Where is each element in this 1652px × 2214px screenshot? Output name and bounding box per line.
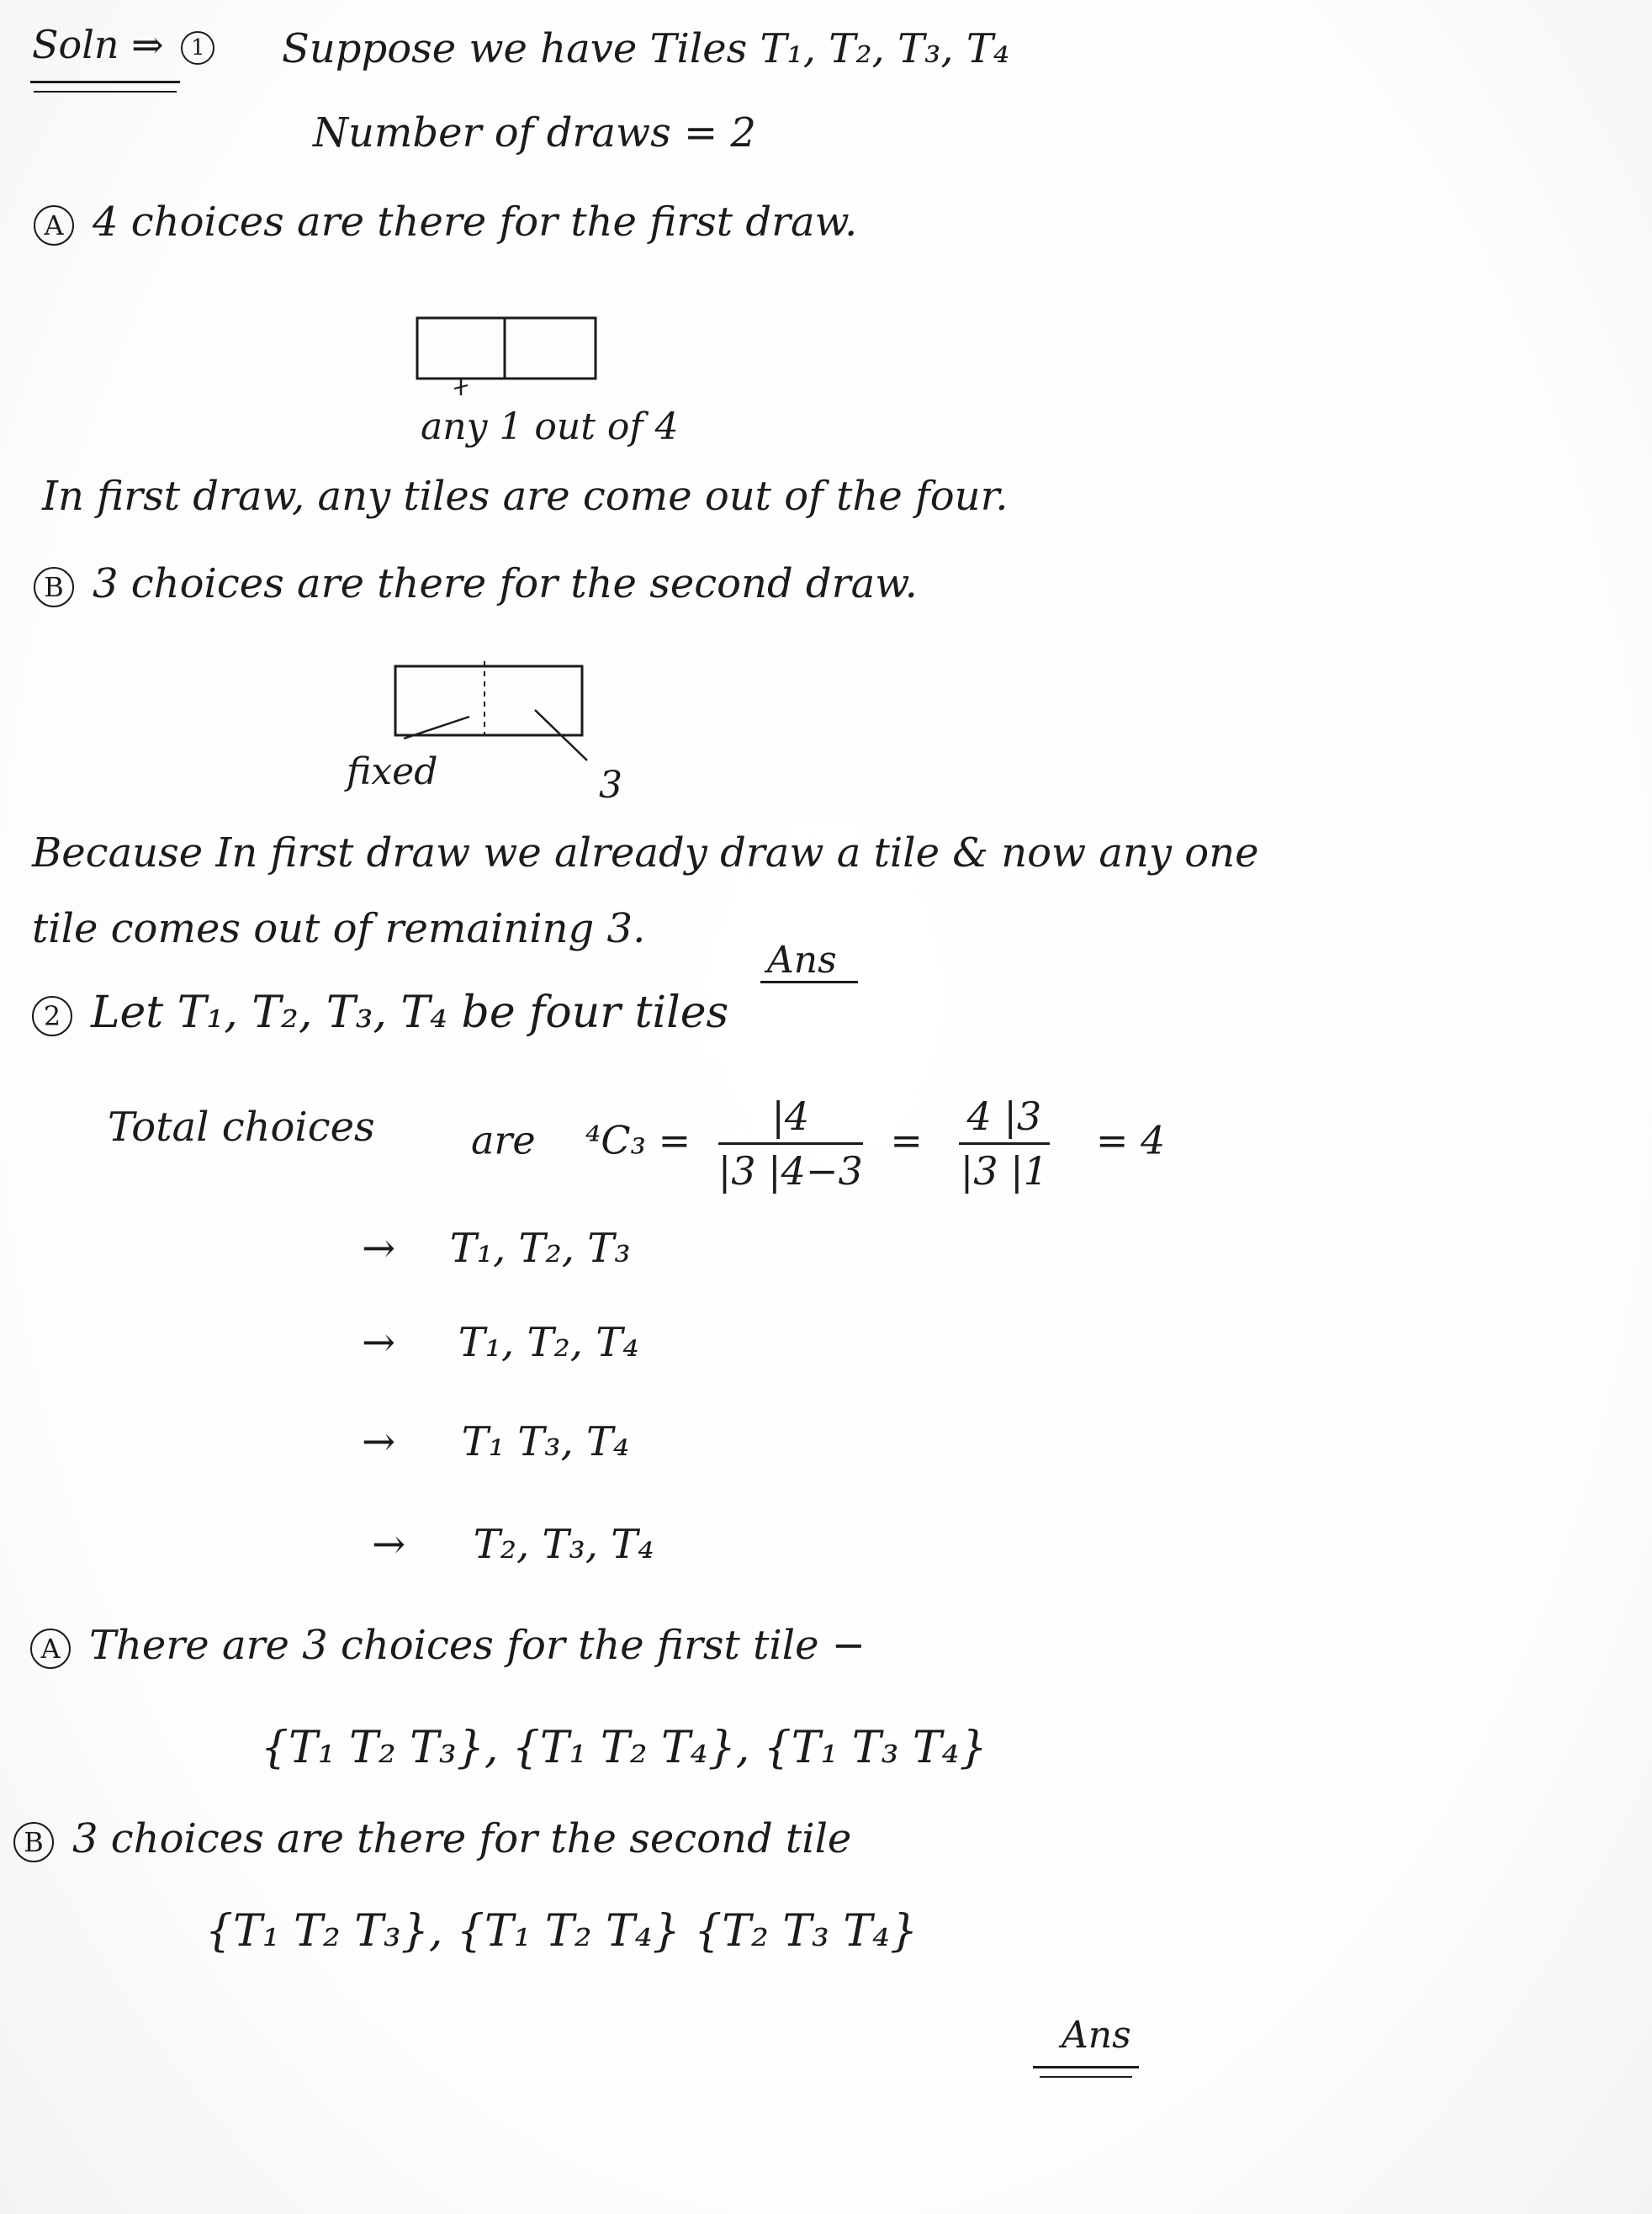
fraction-2-numerator: 4 |3 (959, 1094, 1051, 1145)
list-item-1-text: T₁, T₂, T₃ (449, 1225, 631, 1272)
list-item-2 (362, 1319, 639, 1366)
list-item-3 (362, 1418, 630, 1465)
answer-2-underline-2 (1040, 2076, 1132, 2078)
part-b2-sets: {T₁ T₂ T₃}, {T₁ T₂ T₄} {T₂ T₃ T₄} (205, 1906, 919, 1957)
combination-symbol: ⁴C₃ = (585, 1117, 691, 1163)
part-b2-label: B (13, 1822, 54, 1862)
part-b-second-tile (13, 1815, 852, 1862)
part-a-text: 4 choices are there for the first draw. (93, 199, 858, 246)
answer-2-underline (1033, 2066, 1139, 2068)
line-remaining-three: tile comes out of remaining 3. (32, 905, 646, 952)
solution-underline-2 (34, 91, 177, 93)
answer-1-underline (760, 981, 858, 983)
question-2-label: 2 (32, 996, 72, 1036)
part-b2-text: 3 choices are there for the second tile (72, 1815, 852, 1862)
draw-box-1 (404, 311, 622, 404)
list-item-1 (362, 1225, 631, 1272)
line-because: Because In first draw we already draw a tile & now any one (32, 829, 1259, 877)
sol-text: Soln ⇒ (32, 22, 164, 67)
combination-calculation (471, 1094, 1165, 1194)
arrow-icon: → (362, 1225, 396, 1272)
part-a-first-draw (34, 199, 858, 246)
arrow-icon: → (362, 1418, 396, 1465)
fraction-1 (718, 1094, 863, 1194)
question-2-intro (32, 988, 729, 1038)
box-2-count-label: 3 (599, 764, 622, 807)
part-b-second-draw (34, 560, 918, 607)
list-item-3-text: T₁ T₃, T₄ (461, 1418, 630, 1465)
line-number-of-draws: Number of draws = 2 (313, 109, 756, 156)
part-a-label: A (34, 205, 74, 246)
arrow-icon: → (372, 1521, 406, 1568)
solution-underline (30, 81, 180, 83)
part-a2-sets: {T₁ T₂ T₃}, {T₁ T₂ T₄}, {T₁ T₃ T₄} (261, 1723, 987, 1773)
answer-1: Ans (767, 939, 837, 982)
box-1-caption: any 1 out of 4 (421, 405, 679, 448)
equals-sign: = (890, 1117, 923, 1163)
part-b-text: 3 choices are there for the second draw. (93, 560, 918, 607)
question-number-badge: 1 (181, 31, 214, 65)
arrow-icon: → (362, 1319, 396, 1366)
part-a-first-tile (30, 1622, 866, 1669)
total-choices-label: Total choices (108, 1104, 375, 1151)
answer-2: Ans (1062, 2014, 1131, 2057)
are-word: are (471, 1117, 536, 1163)
line-first-draw-any-tile: In first draw, any tiles are come out of the four. (42, 473, 1009, 520)
line-suppose-tiles: Suppose we have Tiles T₁, T₂, T₃, T₄ (282, 25, 1010, 72)
part-a2-label: A (30, 1629, 71, 1669)
solution-label (32, 22, 223, 67)
list-item-4 (372, 1521, 654, 1568)
combination-result: = 4 (1095, 1117, 1166, 1163)
fraction-2-denominator: |3 |1 (960, 1148, 1048, 1194)
question-2-text: Let T₁, T₂, T₃, T₄ be four tiles (91, 988, 729, 1038)
fraction-1-numerator: |4 (718, 1094, 863, 1145)
fraction-2 (959, 1094, 1051, 1194)
fraction-1-denominator: |3 |4−3 (717, 1148, 863, 1194)
part-b-label: B (34, 567, 74, 607)
list-item-2-text: T₁, T₂, T₄ (458, 1319, 639, 1366)
part-a2-text: There are 3 choices for the first tile − (89, 1622, 866, 1669)
box-2-fixed-label: fixed (347, 750, 438, 793)
list-item-4-text: T₂, T₃, T₄ (473, 1521, 654, 1568)
